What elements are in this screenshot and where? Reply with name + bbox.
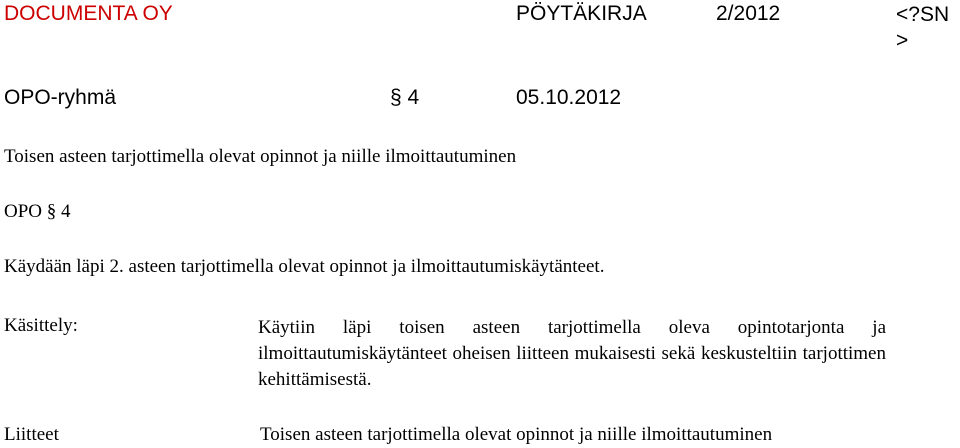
company-name: DOCUMENTA OY — [4, 2, 173, 25]
kasittely-text: Käytiin läpi toisen asteen tarjottimella oleva opintotarjonta ja ilmoittautumiskäytänteet oheisen liitteen mukaisesti sekä keskusteltiin tarjottimen kehittämisestä. — [258, 317, 886, 390]
liitteet-text: Toisen asteen tarjottimella olevat opinnot ja niille ilmoittautuminen — [260, 424, 773, 445]
item-reference: OPO § 4 — [4, 201, 71, 222]
section-number: § 4 — [390, 86, 420, 109]
template-marker: <?SN > — [896, 3, 950, 52]
kasittely-label: Käsittely: — [4, 315, 78, 336]
document-number: 2/2012 — [716, 2, 781, 25]
item-intro: Käydään läpi 2. asteen tarjottimella olevat opinnot ja ilmoittautumiskäytänteet. — [4, 256, 605, 277]
liitteet-label: Liitteet — [4, 424, 59, 445]
group-name: OPO-ryhmä — [4, 86, 117, 109]
item-title: Toisen asteen tarjottimella olevat opinnot ja niille ilmoittautuminen — [4, 146, 517, 167]
document-type: PÖYTÄKIRJA — [516, 2, 647, 25]
meeting-date: 05.10.2012 — [516, 86, 622, 109]
